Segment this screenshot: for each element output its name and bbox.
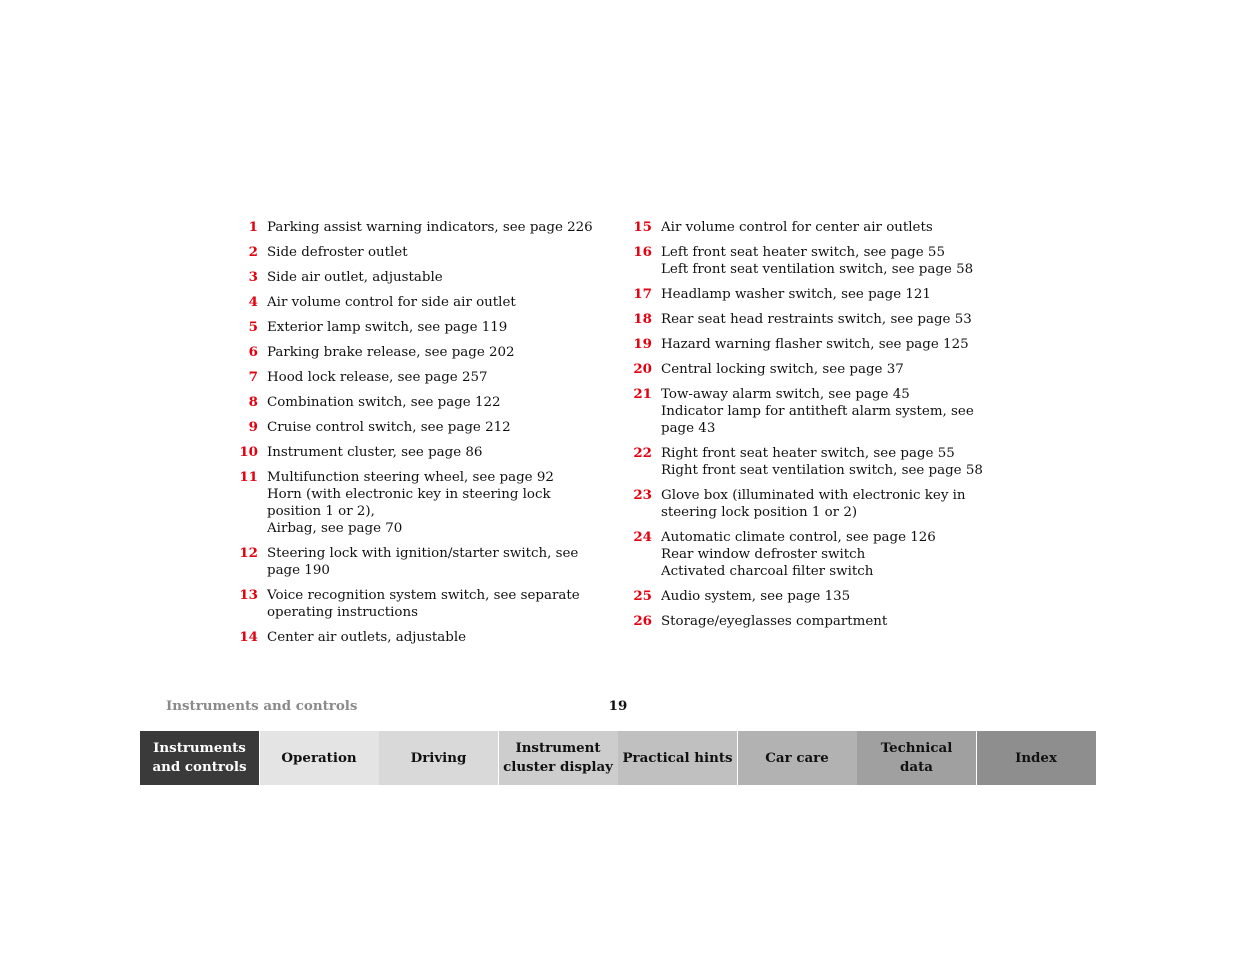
tab-practical-hints[interactable] (618, 731, 737, 785)
legend-item-line: Automatic climate control, see page 126 (661, 530, 936, 545)
tab-label (1015, 749, 1057, 768)
legend-item-line: Combination switch, see page 122 (267, 395, 501, 410)
legend-item-number: 16 (633, 244, 652, 260)
legend-item-text (661, 487, 970, 521)
legend-item-line: Activated charcoal filter switch (661, 564, 874, 579)
tab-label (281, 749, 356, 768)
legend-item (630, 386, 974, 437)
legend-item-line: position 1 or 2), (267, 504, 375, 519)
legend-list-right (630, 219, 983, 638)
legend-item-text (267, 444, 596, 461)
legend-item-line: Exterior lamp switch, see page 119 (267, 320, 508, 335)
legend-item (236, 344, 596, 361)
tab-label (881, 739, 953, 777)
tab-label-line: Index (1015, 749, 1057, 766)
legend-item-line: Right front seat ventilation switch, see page 58 (661, 463, 983, 478)
legend-item-line: Air volume control for center air outlets (661, 220, 933, 235)
tab-label (152, 739, 246, 777)
legend-item-line: Right front seat heater switch, see page 55 (661, 446, 955, 461)
legend-item (630, 286, 970, 303)
legend-item-text (661, 588, 970, 605)
legend-item (236, 244, 596, 261)
tab-label-line: Driving (410, 749, 467, 766)
legend-item-line: Rear window defroster switch (661, 547, 866, 562)
legend-item-line: steering lock position 1 or 2) (661, 505, 858, 520)
legend-item-line: Airbag, see page 70 (267, 521, 403, 536)
tab-instruments-and-controls[interactable] (140, 731, 259, 785)
legend-item-line: Headlamp washer switch, see page 121 (661, 287, 931, 302)
legend-item (236, 444, 596, 461)
legend-item-text (661, 613, 970, 630)
legend-item-text (267, 294, 596, 311)
legend-item (630, 336, 970, 353)
legend-item (236, 294, 596, 311)
tab-label-line: Practical hints (622, 749, 733, 766)
legend-item (236, 394, 596, 411)
legend-item-line: Indicator lamp for antitheft alarm system, see (661, 404, 974, 419)
legend-item-number: 17 (633, 286, 652, 302)
legend-item (630, 311, 970, 328)
legend-item-number: 10 (239, 444, 258, 460)
legend-item (236, 419, 596, 436)
legend-item-line: Side air outlet, adjustable (267, 270, 443, 285)
legend-item-text (661, 361, 970, 378)
legend-item-text (267, 469, 596, 537)
legend-item (236, 629, 596, 646)
legend-item-number: 9 (248, 419, 258, 435)
legend-item-line: Cruise control switch, see page 212 (267, 420, 511, 435)
legend-item-number: 24 (633, 529, 652, 545)
tab-driving[interactable] (379, 731, 498, 785)
legend-item (630, 588, 970, 605)
legend-item (630, 613, 970, 630)
legend-item-text (267, 344, 596, 361)
legend-item (236, 469, 596, 537)
tab-technical-data[interactable] (857, 731, 976, 785)
legend-item-text (267, 545, 596, 579)
legend-item-text (267, 219, 596, 236)
legend-item-text (267, 587, 596, 621)
legend-item-line: Hood lock release, see page 257 (267, 370, 488, 385)
legend-item-line: Parking brake release, see page 202 (267, 345, 515, 360)
legend-item-line: Central locking switch, see page 37 (661, 362, 904, 377)
legend-item-number: 13 (239, 587, 258, 603)
legend-item-line: page 43 (661, 421, 716, 436)
legend-item (630, 361, 970, 378)
legend-item-line: Parking assist warning indicators, see page 226 (267, 220, 593, 235)
legend-item-number: 14 (239, 629, 258, 645)
legend-item-line: Voice recognition system switch, see separate (267, 588, 580, 603)
legend-item-line: Multifunction steering wheel, see page 92 (267, 470, 554, 485)
legend-item-line: Instrument cluster, see page 86 (267, 445, 483, 460)
legend-list-left (236, 219, 596, 654)
legend-item-line: Hazard warning flasher switch, see page 125 (661, 337, 969, 352)
legend-item-number: 22 (633, 445, 652, 461)
legend-item-text (661, 386, 974, 437)
legend-item-text (661, 311, 972, 328)
legend-item-line: Left front seat ventilation switch, see page 58 (661, 262, 974, 277)
legend-item-number: 2 (248, 244, 258, 260)
legend-item-text (661, 286, 970, 303)
legend-item (630, 487, 970, 521)
legend-item-text (267, 629, 596, 646)
tab-label (765, 749, 828, 768)
tab-label (411, 749, 467, 768)
tab-label-line: Technical (880, 740, 953, 756)
legend-item-number: 1 (248, 219, 258, 235)
legend-item-number: 3 (248, 269, 258, 285)
page-number: 19 (608, 698, 628, 714)
legend-item-text (267, 319, 596, 336)
legend-item-text (267, 419, 596, 436)
legend-item-number: 21 (633, 386, 652, 402)
legend-item-number: 23 (633, 487, 652, 503)
tab-car-care[interactable] (738, 731, 857, 785)
tab-label-line: and controls (152, 759, 247, 775)
legend-item-number: 6 (248, 344, 258, 360)
legend-item-text (661, 244, 973, 278)
legend-item-number: 25 (633, 588, 652, 604)
legend-item (630, 219, 970, 236)
legend-item (236, 319, 596, 336)
legend-item-text (661, 336, 970, 353)
legend-item (236, 369, 596, 386)
legend-item-number: 11 (239, 469, 258, 485)
legend-item-number: 15 (633, 219, 652, 235)
legend-item (236, 587, 596, 621)
legend-item-line: Rear seat head restraints switch, see page 53 (661, 312, 972, 327)
section-tabs (140, 731, 1096, 785)
tab-operation[interactable] (260, 731, 379, 785)
section-title: Instruments and controls (166, 698, 358, 714)
legend-item-line: Steering lock with ignition/starter switch, see (267, 546, 579, 561)
legend-item-number: 19 (633, 336, 652, 352)
legend-item-line: operating instructions (267, 605, 418, 620)
legend-item-line: Tow-away alarm switch, see page 45 (661, 387, 910, 402)
legend-item-line: Left front seat heater switch, see page 55 (661, 245, 945, 260)
tab-instrument-cluster-display[interactable] (499, 731, 618, 785)
legend-item-number: 8 (248, 394, 258, 410)
legend-item-line: Air volume control for side air outlet (267, 295, 516, 310)
legend-item-text (267, 244, 596, 261)
legend-item-line: Center air outlets, adjustable (267, 630, 467, 645)
legend-item-line: Side defroster outlet (267, 245, 408, 260)
legend-item (236, 219, 596, 236)
tab-label-line: Car care (765, 749, 829, 766)
legend-item-number: 26 (633, 613, 652, 629)
legend-item-line: Storage/eyeglasses compartment (661, 614, 888, 629)
legend-item-line: page 190 (267, 563, 330, 578)
tab-label (622, 749, 732, 768)
legend-item (236, 269, 596, 286)
legend-item (630, 244, 974, 278)
legend-item-number: 12 (239, 545, 258, 561)
legend-item-text (661, 219, 970, 236)
legend-item-text (267, 394, 596, 411)
legend-item-text (267, 269, 596, 286)
tab-label-line: Instrument (515, 740, 601, 756)
legend-item (630, 445, 983, 479)
legend-item-number: 18 (633, 311, 652, 327)
tab-label-line: data (900, 759, 933, 775)
legend-item (630, 529, 970, 580)
tab-label-line: Instruments (153, 740, 246, 756)
tab-label-line: Operation (281, 749, 357, 766)
legend-item-line: Horn (with electronic key in steering lock (267, 487, 551, 502)
tab-label (503, 739, 613, 777)
legend-item-number: 4 (248, 294, 258, 310)
tab-index[interactable] (977, 731, 1096, 785)
legend-item-number: 20 (633, 361, 652, 377)
legend-item (236, 545, 596, 579)
legend-item-text (661, 445, 983, 479)
legend-item-line: Glove box (illuminated with electronic key in (661, 488, 966, 503)
legend-item-number: 7 (248, 369, 258, 385)
legend-item-line: Audio system, see page 135 (661, 589, 851, 604)
legend-item-text (661, 529, 970, 580)
legend-item-number: 5 (248, 319, 258, 335)
legend-item-text (267, 369, 596, 386)
tab-label-line: cluster display (503, 759, 613, 775)
